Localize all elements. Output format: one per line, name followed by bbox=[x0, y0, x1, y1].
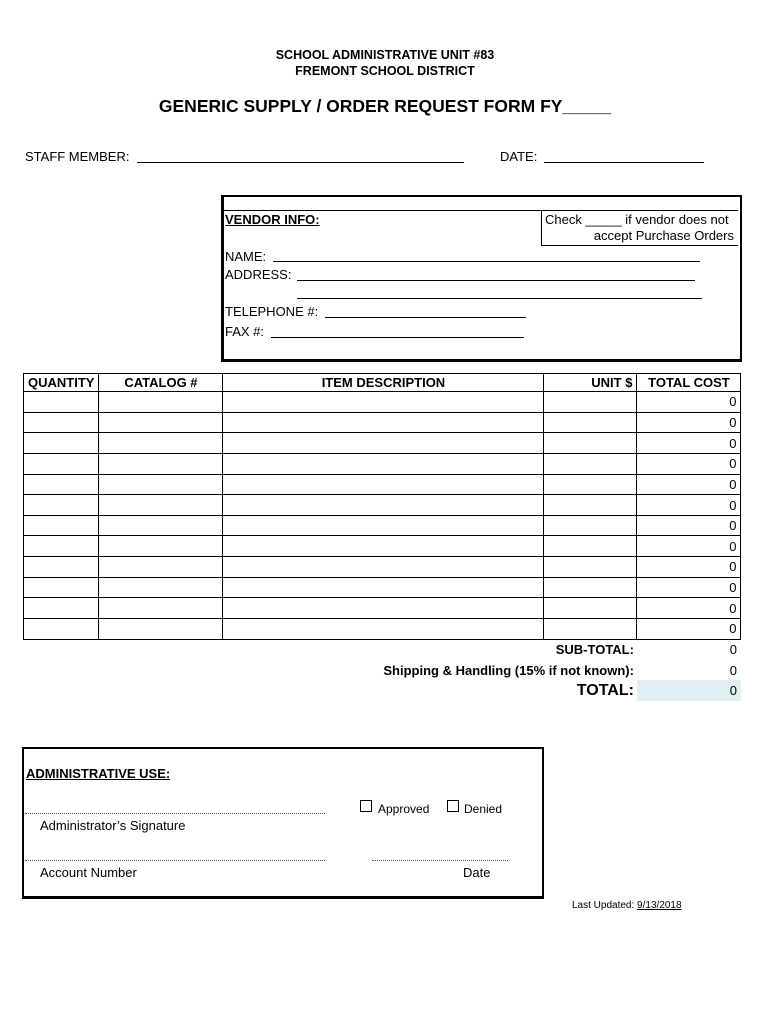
quantity-cell[interactable] bbox=[24, 557, 99, 578]
org-name-line2: FREMONT SCHOOL DISTRICT bbox=[295, 64, 475, 78]
approved-label: Approved bbox=[378, 802, 430, 816]
table-row bbox=[24, 392, 741, 413]
shipping-label: Shipping & Handling (15% if not known): bbox=[383, 662, 634, 678]
table-row bbox=[24, 433, 741, 454]
unit-price-cell[interactable] bbox=[544, 557, 637, 578]
table-row bbox=[24, 515, 741, 536]
vendor-address-field[interactable] bbox=[297, 280, 695, 281]
catalog-cell[interactable] bbox=[99, 433, 223, 454]
catalog-cell[interactable] bbox=[99, 619, 223, 640]
quantity-cell[interactable] bbox=[24, 598, 99, 619]
unit-price-cell[interactable] bbox=[544, 536, 637, 557]
total-cost-cell: 0 bbox=[637, 495, 741, 516]
description-cell[interactable] bbox=[223, 392, 544, 413]
total-value: 0 bbox=[637, 680, 741, 701]
last-updated bbox=[572, 900, 682, 911]
description-cell[interactable] bbox=[223, 453, 544, 474]
admin-signature-label: Administrator’s Signature bbox=[40, 818, 186, 833]
total-cost-cell: 0 bbox=[637, 392, 741, 413]
table-row bbox=[24, 598, 741, 619]
unit-price-cell[interactable] bbox=[544, 433, 637, 454]
date-label: DATE: bbox=[500, 149, 538, 164]
unit-price-cell[interactable] bbox=[544, 619, 637, 640]
catalog-cell[interactable] bbox=[99, 474, 223, 495]
total-cost-cell: 0 bbox=[637, 536, 741, 557]
quantity-cell[interactable] bbox=[24, 433, 99, 454]
org-name-line1: SCHOOL ADMINISTRATIVE UNIT #83 bbox=[275, 48, 495, 62]
catalog-cell[interactable] bbox=[99, 577, 223, 598]
quantity-cell[interactable] bbox=[24, 392, 99, 413]
description-cell[interactable] bbox=[223, 577, 544, 598]
no-purchase-order-check[interactable] bbox=[541, 210, 738, 246]
catalog-cell[interactable] bbox=[99, 536, 223, 557]
table-header-row bbox=[24, 374, 741, 392]
denied-checkbox[interactable] bbox=[447, 800, 459, 812]
quantity-cell[interactable] bbox=[24, 453, 99, 474]
description-cell[interactable] bbox=[223, 433, 544, 454]
description-cell[interactable] bbox=[223, 412, 544, 433]
vendor-address-field-2[interactable] bbox=[297, 298, 702, 299]
unit-price-cell[interactable] bbox=[544, 577, 637, 598]
unit-price-cell[interactable] bbox=[544, 515, 637, 536]
unit-price-cell[interactable] bbox=[544, 495, 637, 516]
col-header-description: ITEM DESCRIPTION bbox=[223, 374, 544, 392]
catalog-cell[interactable] bbox=[99, 412, 223, 433]
catalog-cell[interactable] bbox=[99, 453, 223, 474]
quantity-cell[interactable] bbox=[24, 495, 99, 516]
date-field[interactable] bbox=[544, 162, 704, 163]
quantity-cell[interactable] bbox=[24, 577, 99, 598]
description-cell[interactable] bbox=[223, 515, 544, 536]
unit-price-cell[interactable] bbox=[544, 412, 637, 433]
account-number-field[interactable] bbox=[25, 860, 325, 861]
shipping-value[interactable]: 0 bbox=[729, 662, 737, 678]
subtotal-value: 0 bbox=[729, 642, 737, 658]
approved-checkbox[interactable] bbox=[360, 800, 372, 812]
catalog-cell[interactable] bbox=[99, 392, 223, 413]
check-line2: accept Purchase Orders bbox=[593, 228, 734, 243]
quantity-cell[interactable] bbox=[24, 536, 99, 557]
subtotal-label: SUB-TOTAL: bbox=[555, 642, 634, 658]
vendor-name-field[interactable] bbox=[273, 261, 700, 262]
shipping-row bbox=[24, 660, 741, 681]
unit-price-cell[interactable] bbox=[544, 474, 637, 495]
description-cell[interactable] bbox=[223, 495, 544, 516]
col-header-catalog: CATALOG # bbox=[99, 374, 223, 392]
catalog-cell[interactable] bbox=[99, 515, 223, 536]
catalog-cell[interactable] bbox=[99, 557, 223, 578]
total-cost-cell: 0 bbox=[637, 577, 741, 598]
description-cell[interactable] bbox=[223, 619, 544, 640]
subtotal-row bbox=[24, 639, 741, 660]
admin-date-label: Date bbox=[463, 865, 491, 880]
admin-signature-field[interactable] bbox=[25, 813, 325, 814]
table-row bbox=[24, 453, 741, 474]
total-cost-cell: 0 bbox=[637, 474, 741, 495]
table-row bbox=[24, 412, 741, 433]
table-row bbox=[24, 536, 741, 557]
col-header-unit-price: UNIT $ bbox=[544, 374, 637, 392]
vendor-telephone-field[interactable] bbox=[325, 317, 526, 318]
quantity-cell[interactable] bbox=[24, 619, 99, 640]
vendor-address-label: ADDRESS: bbox=[225, 267, 292, 282]
quantity-cell[interactable] bbox=[24, 412, 99, 433]
quantity-cell[interactable] bbox=[24, 515, 99, 536]
form-title: GENERIC SUPPLY / ORDER REQUEST FORM FY_____ bbox=[158, 96, 612, 116]
unit-price-cell[interactable] bbox=[544, 598, 637, 619]
total-cost-cell: 0 bbox=[637, 598, 741, 619]
table-row bbox=[24, 495, 741, 516]
unit-price-cell[interactable] bbox=[544, 453, 637, 474]
order-items-table bbox=[23, 373, 741, 701]
table-row bbox=[24, 619, 741, 640]
total-cost-cell: 0 bbox=[637, 557, 741, 578]
staff-member-field[interactable] bbox=[137, 162, 464, 163]
account-number-label: Account Number bbox=[40, 865, 137, 880]
last-updated-value: 9/13/2018 bbox=[637, 900, 682, 911]
denied-label: Denied bbox=[464, 802, 503, 816]
table-row bbox=[24, 557, 741, 578]
col-header-quantity: QUANTITY bbox=[24, 374, 99, 392]
vendor-info-heading: VENDOR INFO: bbox=[225, 212, 320, 227]
last-updated-label: Last Updated: bbox=[572, 900, 635, 911]
vendor-telephone-label: TELEPHONE #: bbox=[225, 304, 319, 319]
vendor-heading-rule bbox=[221, 210, 541, 211]
total-cost-cell: 0 bbox=[637, 619, 741, 640]
quantity-cell[interactable] bbox=[24, 474, 99, 495]
catalog-cell[interactable] bbox=[99, 598, 223, 619]
staff-member-label: STAFF MEMBER: bbox=[25, 149, 130, 164]
description-cell[interactable] bbox=[223, 474, 544, 495]
description-cell[interactable] bbox=[223, 536, 544, 557]
admin-date-field[interactable] bbox=[372, 860, 508, 861]
check-line1: Check _____ if vendor does not bbox=[545, 212, 729, 227]
total-cost-cell: 0 bbox=[637, 515, 741, 536]
catalog-cell[interactable] bbox=[99, 495, 223, 516]
table-row bbox=[24, 577, 741, 598]
total-cost-cell: 0 bbox=[637, 453, 741, 474]
vendor-name-label: NAME: bbox=[225, 249, 267, 264]
description-cell[interactable] bbox=[223, 598, 544, 619]
admin-use-heading: ADMINISTRATIVE USE: bbox=[26, 766, 171, 781]
total-cost-cell: 0 bbox=[637, 433, 741, 454]
unit-price-cell[interactable] bbox=[544, 392, 637, 413]
total-row bbox=[24, 680, 741, 701]
vendor-fax-field[interactable] bbox=[271, 337, 524, 338]
col-header-total-cost: TOTAL COST bbox=[637, 374, 741, 392]
table-row bbox=[24, 474, 741, 495]
total-cost-cell: 0 bbox=[637, 412, 741, 433]
vendor-fax-label: FAX #: bbox=[225, 324, 265, 339]
total-label: TOTAL: bbox=[576, 681, 634, 699]
description-cell[interactable] bbox=[223, 557, 544, 578]
